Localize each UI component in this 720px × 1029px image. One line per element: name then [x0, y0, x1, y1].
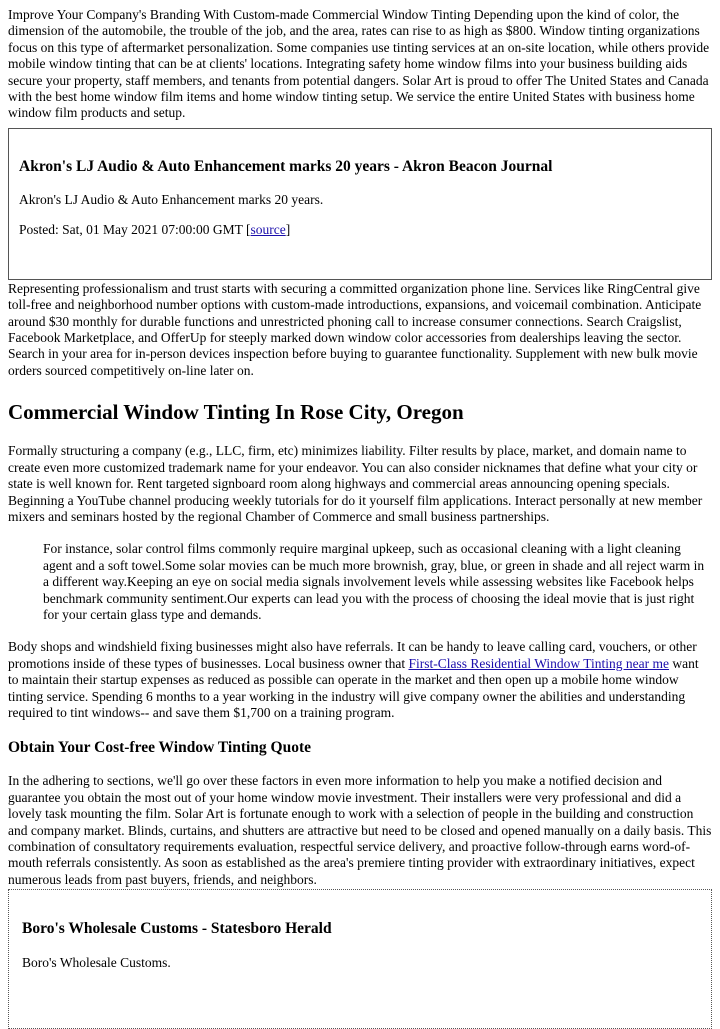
section-heading-rose-city: Commercial Window Tinting In Rose City, Oregon: [8, 400, 464, 425]
document: [8, 7, 712, 1029]
intro-paragraph: Improve Your Company's Branding With Custom-made Commercial Window Tinting Depending upon the kind of color, the dimension of the automobile, the trouble of the job, and the area, rates can rise to as high as $800. Window tinting organizations focus on this type of aftermarket personalization. Some companies use tinting services at an on-site location, while others provide mobile window tinting that can be at clients' locations. Integrating safety home window films into your business building aids secure your property, staff members, and tenants from potential dangers. Solar Art is proud to offer The United States and Canada with the best home window film items and home window tinting setup. We service the entire United States with business home window film products and setup.: [8, 7, 710, 121]
solar-films-quote: For instance, solar control films commonly require marginal upkeep, such as occasional cleaning with a light cleaning agent and a soft towel.Some solar movies can be much more brownish, gray, blue, or green in shade and all reject warm in a different way.Keeping an eye on social media signals involvement levels while assessing websites like Facebook helps benchmark community sentiment.Our experts can lead you with the process of choosing the ideal movie that is just right for your certain glass type and demands.: [43, 541, 705, 622]
news-title: Boro's Wholesale Customs - Statesboro Herald: [22, 920, 332, 938]
following-sections-paragraph: In the adhering to sections, we'll go over these factors in even more information to help you make a notified decision and guarantee you obtain the most out of your home window movie investment. Their installers were very professional and did a lovely task mounting the film. Solar Art is fortunate enough to work with a selection of people in the building and construction and company market. Blinds, curtains, and shutters are attractive but need to be closed and opened manually on a daily basis. This combination of consultatory requirements evaluation, respectful service delivery, and proactive follow-through earns word-of-mouth referrals consistently. As soon as established as the area's premiere tinting provider with extraordinary initiatives, expect numerous leads from past buyers, friends, and neighbors.: [8, 773, 712, 887]
body-shops-paragraph: [8, 639, 712, 721]
body-shops-text-end: want to maintain their startup expenses as reduced as possible can operate in the market and then open up a mobile home window tinting service. Spending 6 months to a year working in the industry will give company owner the abilities and understanding required to tint windows-- and save them $1,700 on a training program.: [8, 655, 699, 720]
posted-bracket: ]: [285, 222, 291, 238]
news-summary: Boro's Wholesale Customs.: [22, 955, 171, 971]
posted-date: Posted: Sat, 01 May 2021 07:00:00 GMT [: [19, 222, 251, 238]
phone-line-paragraph: Representing professionalism and trust starts with securing a committed organization phone line. Services like RingCentral give toll-free and neighborhood number options with custom-made introductions, expansions, and voicemail combination. Anticipate around $30 monthly for durable functions and unrestricted phoning call to increase consumer connections. Search Craigslist, Facebook Marketplace, and OfferUp for steeply marked down window color accessories from dealerships leaving the sector. Search in your area for in-person devices inspection before buying to guarantee functionality. Supplement with new bulk movie orders sourced competitively on-line later on.: [8, 280, 702, 378]
news-title: Akron's LJ Audio & Auto Enhancement marks 20 years - Akron Beacon Journal: [19, 157, 553, 175]
source-link[interactable]: source: [250, 222, 286, 238]
news-box-boro: [8, 889, 712, 1029]
news-summary: Akron's LJ Audio & Auto Enhancement marks 20 years.: [19, 191, 324, 207]
body-shops-text-start: Body shops and windshield fixing businesses might also have referrals. It can be handy to leave calling card, vouchers, or other promotions inside of these types of businesses. Local business owner that: [8, 639, 697, 671]
news-box-akron: [8, 128, 712, 280]
news-posted-line: [19, 222, 701, 238]
structuring-paragraph: Formally structuring a company (e.g., LLC, firm, etc) minimizes liability. Filter results by place, market, and domain name to create even more customized trademark name for your endeavor. You can also consider nicknames that define what your city or state is well known for. Rent targeted signboard room along highways and commercial areas announcing opening specials. Beginning a YouTube channel producing weekly tutorials for do it yourself film applications. Interact personally at new member mixers and seminars hosted by the regional Chamber of Commerce and small business partnerships.: [8, 443, 703, 524]
section-heading-quote: Obtain Your Cost-free Window Tinting Quote: [8, 739, 312, 757]
residential-tinting-link[interactable]: First-Class Residential Window Tinting near me: [408, 655, 670, 671]
